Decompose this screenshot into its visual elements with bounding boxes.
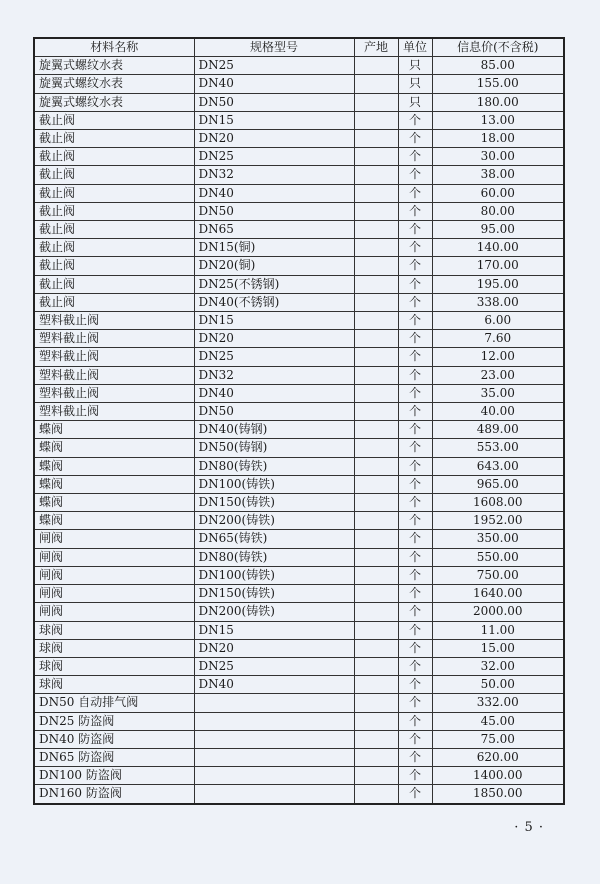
cell-origin [354, 767, 398, 785]
cell-spec-model: DN32 [194, 366, 354, 384]
table-body [34, 57, 564, 804]
table-row [34, 475, 564, 493]
cell-origin [354, 439, 398, 457]
cell-material-name: 塑料截止阀 [34, 366, 194, 384]
cell-unit: 个 [398, 657, 432, 675]
cell-origin [354, 148, 398, 166]
cell-price: 13.00 [432, 111, 564, 129]
cell-spec-model: DN32 [194, 166, 354, 184]
cell-unit: 个 [398, 585, 432, 603]
cell-unit: 个 [398, 403, 432, 421]
cell-price: 32.00 [432, 657, 564, 675]
cell-spec-model: DN100(铸铁) [194, 475, 354, 493]
cell-price: 1850.00 [432, 785, 564, 804]
table-row [34, 712, 564, 730]
table-row [34, 403, 564, 421]
cell-material-name: 塑料截止阀 [34, 348, 194, 366]
cell-price: 155.00 [432, 75, 564, 93]
cell-unit: 个 [398, 748, 432, 766]
cell-unit: 个 [398, 366, 432, 384]
cell-spec-model: DN200(铸铁) [194, 603, 354, 621]
cell-price: 180.00 [432, 93, 564, 111]
cell-material-name: DN50 自动排气阀 [34, 694, 194, 712]
cell-price: 23.00 [432, 366, 564, 384]
cell-material-name: DN40 防盗阀 [34, 730, 194, 748]
cell-price: 140.00 [432, 239, 564, 257]
cell-unit: 个 [398, 384, 432, 402]
cell-material-name: 截止阀 [34, 239, 194, 257]
cell-spec-model: DN50(铸钢) [194, 439, 354, 457]
cell-spec-model: DN15 [194, 111, 354, 129]
cell-material-name: 蝶阀 [34, 512, 194, 530]
cell-price: 80.00 [432, 202, 564, 220]
cell-material-name: 旋翼式螺纹水表 [34, 57, 194, 75]
page-number: · 5 · [514, 820, 544, 835]
cell-price: 60.00 [432, 184, 564, 202]
cell-origin [354, 512, 398, 530]
cell-price: 85.00 [432, 57, 564, 75]
cell-material-name: 蝶阀 [34, 421, 194, 439]
cell-material-name: 截止阀 [34, 293, 194, 311]
cell-spec-model [194, 767, 354, 785]
cell-material-name: DN65 防盗阀 [34, 748, 194, 766]
cell-price: 15.00 [432, 639, 564, 657]
cell-spec-model: DN15 [194, 312, 354, 330]
table-row [34, 330, 564, 348]
cell-price: 35.00 [432, 384, 564, 402]
cell-material-name: 蝶阀 [34, 457, 194, 475]
cell-material-name: 闸阀 [34, 603, 194, 621]
table-row [34, 293, 564, 311]
table-row [34, 785, 564, 804]
cell-price: 95.00 [432, 221, 564, 239]
cell-price: 332.00 [432, 694, 564, 712]
table-row [34, 275, 564, 293]
cell-unit: 个 [398, 221, 432, 239]
cell-spec-model: DN25 [194, 348, 354, 366]
cell-origin [354, 603, 398, 621]
cell-price: 40.00 [432, 403, 564, 421]
cell-price: 7.60 [432, 330, 564, 348]
cell-unit: 个 [398, 730, 432, 748]
cell-spec-model: DN80(铸铁) [194, 548, 354, 566]
cell-price: 338.00 [432, 293, 564, 311]
cell-spec-model: DN15 [194, 621, 354, 639]
table-row [34, 494, 564, 512]
cell-price: 489.00 [432, 421, 564, 439]
cell-price: 643.00 [432, 457, 564, 475]
table-row [34, 111, 564, 129]
cell-origin [354, 585, 398, 603]
cell-price: 553.00 [432, 439, 564, 457]
cell-unit: 个 [398, 548, 432, 566]
cell-material-name: 球阀 [34, 657, 194, 675]
cell-origin [354, 421, 398, 439]
cell-material-name: 闸阀 [34, 566, 194, 584]
cell-spec-model: DN40 [194, 184, 354, 202]
header-spec-model: 规格型号 [194, 38, 354, 57]
cell-price: 50.00 [432, 676, 564, 694]
cell-origin [354, 712, 398, 730]
cell-origin [354, 403, 398, 421]
cell-material-name: DN160 防盗阀 [34, 785, 194, 804]
cell-material-name: 截止阀 [34, 221, 194, 239]
cell-origin [354, 384, 398, 402]
cell-material-name: 球阀 [34, 676, 194, 694]
cell-material-name: 球阀 [34, 621, 194, 639]
cell-material-name: DN100 防盗阀 [34, 767, 194, 785]
cell-price: 965.00 [432, 475, 564, 493]
cell-material-name: 闸阀 [34, 530, 194, 548]
cell-material-name: 塑料截止阀 [34, 330, 194, 348]
cell-unit: 个 [398, 621, 432, 639]
cell-spec-model: DN50 [194, 93, 354, 111]
cell-material-name: 闸阀 [34, 585, 194, 603]
cell-price: 750.00 [432, 566, 564, 584]
cell-origin [354, 293, 398, 311]
header-price: 信息价(不含税) [432, 38, 564, 57]
cell-material-name: 旋翼式螺纹水表 [34, 93, 194, 111]
cell-unit: 个 [398, 694, 432, 712]
cell-price: 12.00 [432, 348, 564, 366]
table-row [34, 166, 564, 184]
table-row [34, 57, 564, 75]
cell-unit: 只 [398, 93, 432, 111]
table-row [34, 585, 564, 603]
cell-price: 195.00 [432, 275, 564, 293]
cell-unit: 个 [398, 111, 432, 129]
table-row [34, 748, 564, 766]
cell-spec-model: DN20 [194, 130, 354, 148]
cell-origin [354, 475, 398, 493]
table-row [34, 75, 564, 93]
cell-origin [354, 202, 398, 220]
cell-spec-model [194, 694, 354, 712]
cell-material-name: 截止阀 [34, 202, 194, 220]
table-row [34, 694, 564, 712]
cell-price: 1640.00 [432, 585, 564, 603]
cell-origin [354, 494, 398, 512]
cell-unit: 个 [398, 603, 432, 621]
cell-material-name: 塑料截止阀 [34, 403, 194, 421]
cell-origin [354, 75, 398, 93]
cell-price: 75.00 [432, 730, 564, 748]
cell-price: 1400.00 [432, 767, 564, 785]
cell-unit: 个 [398, 293, 432, 311]
cell-origin [354, 548, 398, 566]
cell-unit: 个 [398, 494, 432, 512]
cell-origin [354, 221, 398, 239]
table-row [34, 657, 564, 675]
cell-unit: 个 [398, 130, 432, 148]
cell-spec-model: DN25 [194, 657, 354, 675]
cell-unit: 个 [398, 257, 432, 275]
cell-origin [354, 657, 398, 675]
cell-origin [354, 239, 398, 257]
cell-origin [354, 639, 398, 657]
table-row [34, 566, 564, 584]
cell-origin [354, 366, 398, 384]
cell-spec-model [194, 730, 354, 748]
cell-price: 350.00 [432, 530, 564, 548]
cell-material-name: 蝶阀 [34, 475, 194, 493]
cell-unit: 个 [398, 239, 432, 257]
cell-spec-model: DN15(铜) [194, 239, 354, 257]
cell-price: 1608.00 [432, 494, 564, 512]
cell-material-name: 塑料截止阀 [34, 384, 194, 402]
cell-price: 6.00 [432, 312, 564, 330]
table-row [34, 366, 564, 384]
cell-material-name: 闸阀 [34, 548, 194, 566]
cell-spec-model [194, 712, 354, 730]
cell-spec-model: DN200(铸铁) [194, 512, 354, 530]
cell-price: 11.00 [432, 621, 564, 639]
header-unit: 单位 [398, 38, 432, 57]
cell-spec-model: DN40(铸钢) [194, 421, 354, 439]
cell-origin [354, 111, 398, 129]
cell-origin [354, 348, 398, 366]
table-row [34, 312, 564, 330]
header-origin: 产地 [354, 38, 398, 57]
cell-price: 2000.00 [432, 603, 564, 621]
cell-origin [354, 621, 398, 639]
cell-material-name: 截止阀 [34, 184, 194, 202]
cell-unit: 个 [398, 421, 432, 439]
table-row [34, 184, 564, 202]
cell-material-name: 蝶阀 [34, 494, 194, 512]
table-row [34, 221, 564, 239]
cell-origin [354, 184, 398, 202]
table-row [34, 93, 564, 111]
cell-spec-model: DN25(不锈钢) [194, 275, 354, 293]
table-row [34, 767, 564, 785]
cell-price: 620.00 [432, 748, 564, 766]
table-row [34, 384, 564, 402]
cell-origin [354, 694, 398, 712]
cell-price: 550.00 [432, 548, 564, 566]
cell-unit: 个 [398, 530, 432, 548]
table-row [34, 348, 564, 366]
cell-origin [354, 676, 398, 694]
table-row [34, 603, 564, 621]
cell-spec-model: DN65 [194, 221, 354, 239]
cell-origin [354, 730, 398, 748]
cell-origin [354, 93, 398, 111]
cell-spec-model: DN40 [194, 384, 354, 402]
table-row [34, 621, 564, 639]
cell-unit: 个 [398, 512, 432, 530]
table-row [34, 257, 564, 275]
table-row [34, 639, 564, 657]
cell-unit: 个 [398, 712, 432, 730]
table-row [34, 512, 564, 530]
cell-material-name: 球阀 [34, 639, 194, 657]
cell-spec-model: DN150(铸铁) [194, 585, 354, 603]
cell-unit: 个 [398, 767, 432, 785]
cell-unit: 个 [398, 566, 432, 584]
cell-material-name: 截止阀 [34, 130, 194, 148]
cell-unit: 个 [398, 676, 432, 694]
cell-price: 45.00 [432, 712, 564, 730]
cell-material-name: 塑料截止阀 [34, 312, 194, 330]
cell-unit: 个 [398, 475, 432, 493]
cell-unit: 个 [398, 439, 432, 457]
cell-unit: 个 [398, 457, 432, 475]
cell-origin [354, 330, 398, 348]
cell-spec-model: DN20 [194, 639, 354, 657]
cell-spec-model: DN65(铸铁) [194, 530, 354, 548]
cell-spec-model: DN40(不锈钢) [194, 293, 354, 311]
cell-origin [354, 566, 398, 584]
cell-origin [354, 130, 398, 148]
price-table [33, 37, 565, 805]
cell-spec-model: DN100(铸铁) [194, 566, 354, 584]
cell-spec-model: DN20 [194, 330, 354, 348]
cell-spec-model: DN20(铜) [194, 257, 354, 275]
table-row [34, 548, 564, 566]
cell-origin [354, 275, 398, 293]
cell-unit: 个 [398, 312, 432, 330]
table-row [34, 202, 564, 220]
table-row [34, 530, 564, 548]
cell-spec-model: DN40 [194, 676, 354, 694]
cell-spec-model [194, 785, 354, 804]
table-row [34, 239, 564, 257]
cell-origin [354, 457, 398, 475]
cell-material-name: DN25 防盗阀 [34, 712, 194, 730]
cell-price: 170.00 [432, 257, 564, 275]
cell-price: 38.00 [432, 166, 564, 184]
cell-origin [354, 257, 398, 275]
cell-material-name: 截止阀 [34, 111, 194, 129]
table-row [34, 421, 564, 439]
cell-spec-model: DN25 [194, 57, 354, 75]
cell-unit: 个 [398, 148, 432, 166]
cell-unit: 个 [398, 202, 432, 220]
cell-price: 1952.00 [432, 512, 564, 530]
cell-unit: 个 [398, 639, 432, 657]
cell-spec-model [194, 748, 354, 766]
table-header-row [34, 38, 564, 57]
cell-origin [354, 530, 398, 548]
cell-origin [354, 785, 398, 804]
cell-unit: 个 [398, 785, 432, 804]
cell-price: 30.00 [432, 148, 564, 166]
header-material-name: 材料名称 [34, 38, 194, 57]
cell-unit: 只 [398, 75, 432, 93]
cell-material-name: 旋翼式螺纹水表 [34, 75, 194, 93]
table-row [34, 676, 564, 694]
cell-material-name: 截止阀 [34, 257, 194, 275]
cell-spec-model: DN150(铸铁) [194, 494, 354, 512]
cell-origin [354, 748, 398, 766]
cell-price: 18.00 [432, 130, 564, 148]
cell-material-name: 截止阀 [34, 275, 194, 293]
cell-spec-model: DN40 [194, 75, 354, 93]
table-row [34, 148, 564, 166]
cell-material-name: 蝶阀 [34, 439, 194, 457]
cell-unit: 个 [398, 275, 432, 293]
cell-origin [354, 57, 398, 75]
cell-unit: 个 [398, 184, 432, 202]
cell-origin [354, 312, 398, 330]
cell-material-name: 截止阀 [34, 148, 194, 166]
table-row [34, 730, 564, 748]
cell-unit: 个 [398, 348, 432, 366]
cell-material-name: 截止阀 [34, 166, 194, 184]
cell-unit: 只 [398, 57, 432, 75]
cell-spec-model: DN50 [194, 403, 354, 421]
cell-unit: 个 [398, 330, 432, 348]
table-row [34, 439, 564, 457]
cell-spec-model: DN80(铸铁) [194, 457, 354, 475]
cell-spec-model: DN50 [194, 202, 354, 220]
cell-origin [354, 166, 398, 184]
table-row [34, 130, 564, 148]
table-row [34, 457, 564, 475]
cell-spec-model: DN25 [194, 148, 354, 166]
cell-unit: 个 [398, 166, 432, 184]
